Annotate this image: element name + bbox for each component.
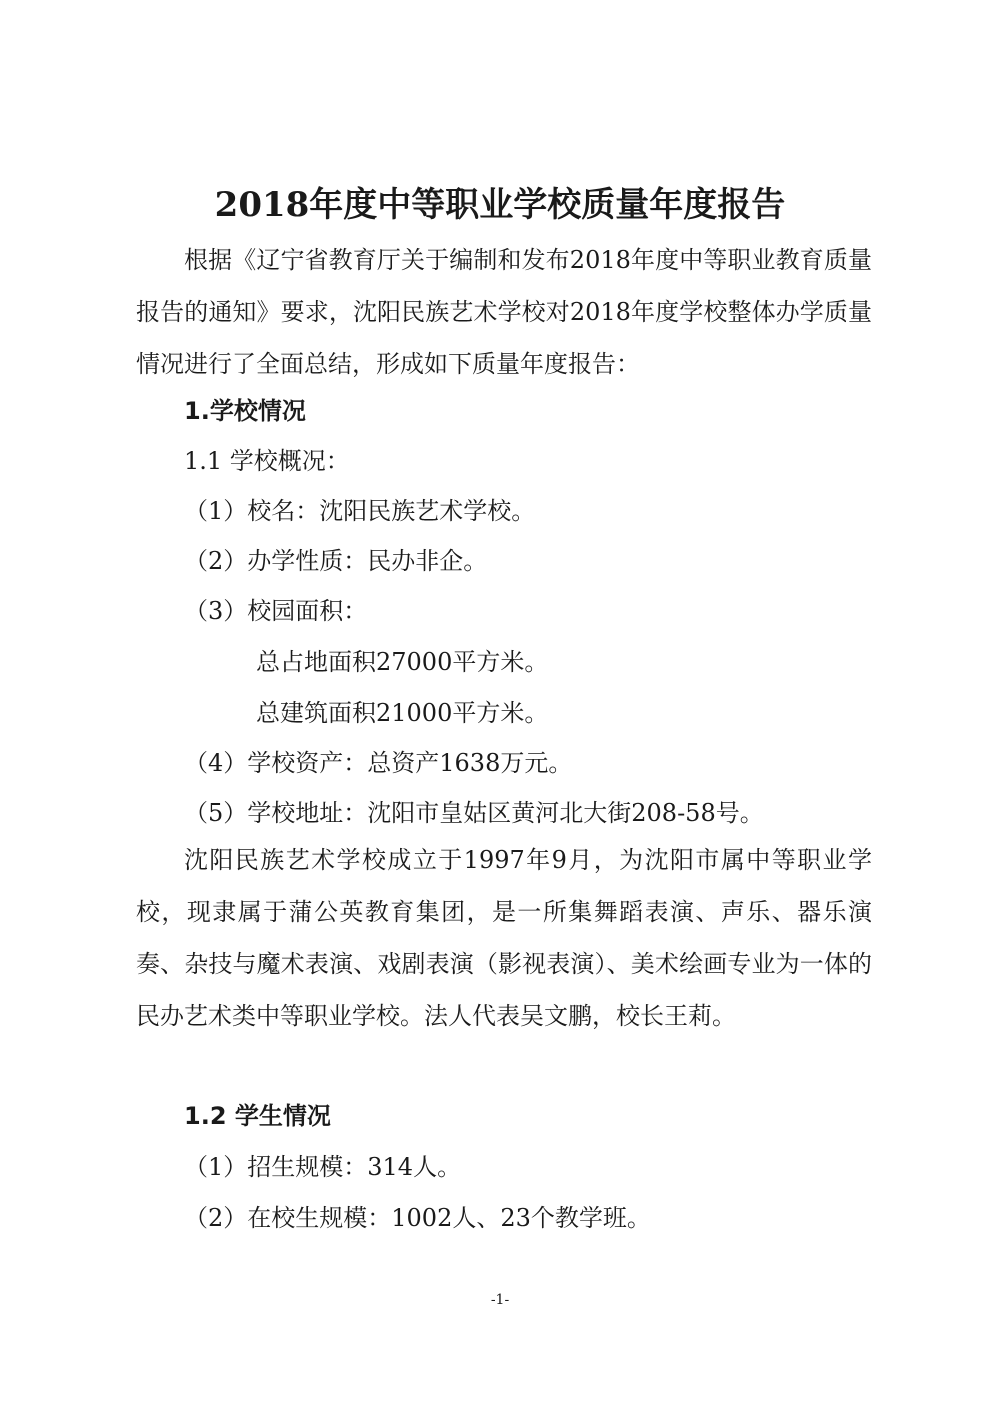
- student-count-item: （2）在校生规模：1002人、23个教学班。: [184, 1204, 651, 1232]
- section-1-1-heading: 1.1 学校概况：: [184, 447, 350, 475]
- document-title: 2018年度中等职业学校质量年度报告: [214, 185, 786, 225]
- section-1-heading: 1.学校情况: [184, 397, 306, 425]
- school-nature-item: （2）办学性质：民办非企。: [184, 547, 488, 575]
- school-description-paragraph: 沈阳民族艺术学校成立于1997年9月，为沈阳市属中等职业学校，现隶属于蒲公英教育集团，是一所集舞蹈表演、声乐、器乐演奏、杂技与魔术表演、戏剧表演（影视表演）、美术绘画专业为一体的民办艺术类中等职业学校。法人代表吴文鹏，校长王莉。: [136, 846, 872, 1030]
- campus-area-item: （3）校园面积：: [184, 597, 368, 625]
- intro-paragraph: 根据《辽宁省教育厅关于编制和发布2018年度中等职业教育质量报告的通知》要求，沈阳民族艺术学校对2018年度学校整体办学质量情况进行了全面总结，形成如下质量年度报告：: [136, 246, 872, 378]
- page-number: -1-: [490, 1292, 510, 1308]
- enrollment-item: （1）招生规模：314人。: [184, 1153, 462, 1181]
- land-area-item: 总占地面积27000平方米。: [256, 648, 549, 676]
- school-address-item: （5）学校地址：沈阳市皇姑区黄河北大街208-58号。: [184, 799, 764, 827]
- school-name-item: （1）校名：沈阳民族艺术学校。: [184, 497, 536, 525]
- building-area-item: 总建筑面积21000平方米。: [256, 699, 549, 727]
- school-assets-item: （4）学校资产：总资产1638万元。: [184, 749, 573, 777]
- section-1-2-heading: 1.2 学生情况: [184, 1102, 331, 1130]
